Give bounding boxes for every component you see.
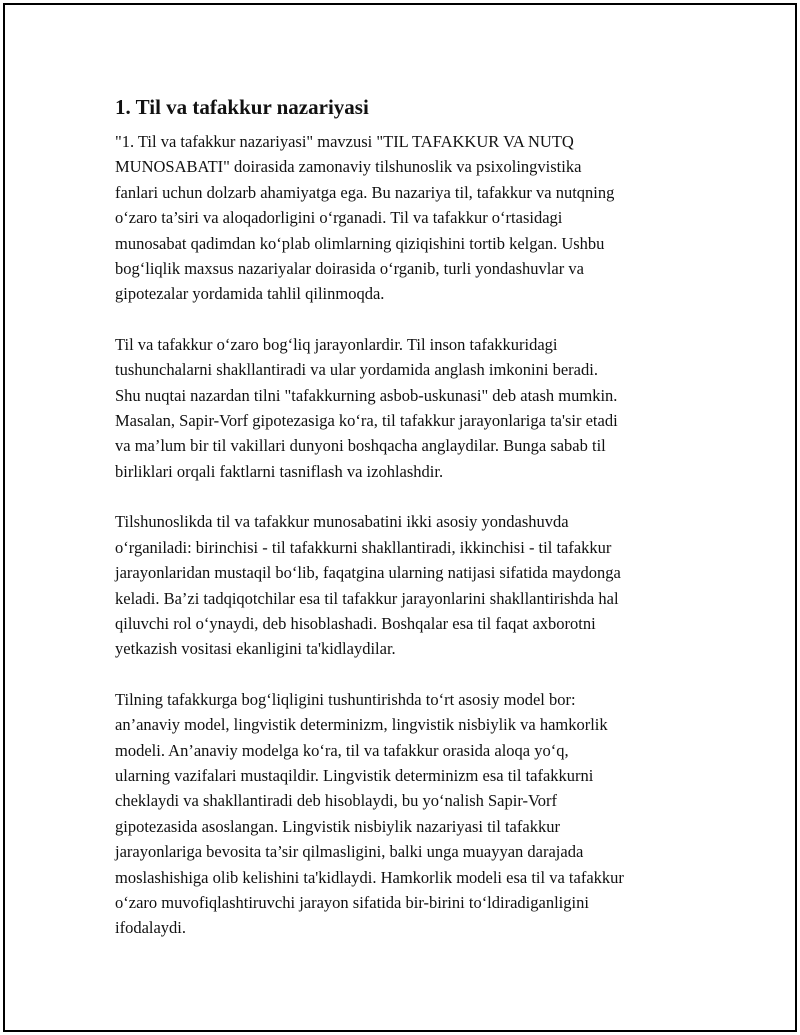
text-line: jarayonlaridan mustaqil bo‘lib, faqatgina ularning natijasi sifatida maydonga: [115, 563, 621, 583]
text-line: MUNOSABATI" doirasida zamonaviy tilshunoslik va psixolingvistika: [115, 157, 582, 177]
paragraph-2: [115, 332, 695, 484]
text-line: o‘zaro ta’siri va aloqadorligini o‘rganadi. Til va tafakkur o‘rtasidagi: [115, 208, 563, 228]
text-line: munosabat qadimdan ko‘plab olimlarning qiziqishini tortib kelgan. Ushbu: [115, 233, 605, 253]
paragraph-3: [115, 509, 695, 661]
text-line: yetkazish vositasi ekanligini ta'kidlaydilar.: [115, 639, 396, 659]
text-line: Tilshunoslikda til va tafakkur munosabatini ikki asosiy yondashuvda: [115, 512, 569, 532]
text-line: qiluvchi rol o‘ynaydi, deb hisoblashadi. Boshqalar esa til faqat axborotni: [115, 613, 596, 633]
text-line: an’anaviy model, lingvistik determinizm, lingvistik nisbiylik va hamkorlik: [115, 715, 608, 735]
text-line: ularning vazifalari mustaqildir. Lingvistik determinizm esa til tafakkurni: [115, 765, 594, 785]
paragraph-4: [115, 687, 695, 941]
text-line: o‘zaro muvofiqlashtiruvchi jarayon sifatida bir-birini to‘ldiradiganligini: [115, 892, 589, 912]
text-line: cheklaydi va shakllantiradi deb hisoblaydi, bu yo‘nalish Sapir-Vorf: [115, 791, 558, 811]
text-line: "1. Til va tafakkur nazariyasi" mavzusi "TIL TAFAKKUR VA NUTQ: [115, 132, 574, 151]
text-line: Tilning tafakkurga bog‘liqligini tushuntirishda to‘rt asosiy model bor:: [115, 689, 576, 709]
text-line: gipotezasida asoslangan. Lingvistik nisbiylik nazariyasi til tafakkur: [115, 816, 560, 836]
text-line: moslashishiga olib kelishini ta'kidlaydi. Hamkorlik modeli esa til va tafakkur: [115, 867, 624, 887]
text-line: ifodalaydi.: [115, 918, 187, 938]
text-line: tushunchalarni shakllantiradi va ular yordamida anglash imkonini beradi.: [115, 360, 598, 380]
text-line: fanlari uchun dolzarb ahamiyatga ega. Bu nazariya til, tafakkur va nutqning: [115, 182, 615, 202]
text-line: Til va tafakkur o‘zaro bog‘liq jarayonlardir. Til inson tafakkuridagi: [115, 334, 558, 354]
text-line: modeli. An’anaviy modelga ko‘ra, til va tafakkur orasida aloqa yo‘q,: [115, 740, 569, 760]
text-line: birliklari orqali faktlarni tasniflash va izohlashdir.: [115, 461, 444, 481]
text-line: gipotezalar yordamida tahlil qilinmoqda.: [115, 284, 385, 304]
text-line: Shu nuqtai nazardan tilni "tafakkurning asbob-uskunasi" deb atash mumkin.: [115, 385, 618, 405]
text-line: o‘rganiladi: birinchisi - til tafakkurni shakllantiradi, ikkinchisi - til tafakkur: [115, 537, 612, 557]
document-title: 1. Til va tafakkur nazariyasi: [115, 95, 369, 119]
paragraph-1: [115, 129, 695, 307]
text-line: jarayonlariga bevosita ta’sir qilmasligini, balki unga muayyan darajada: [115, 842, 584, 862]
document-body: [115, 94, 695, 966]
text-line: bog‘liqlik maxsus nazariyalar doirasida o‘rganib, turli yondashuvlar va: [115, 259, 584, 279]
text-line: keladi. Ba’zi tadqiqotchilar esa til tafakkur jarayonlarini shakllantirishda hal: [115, 588, 619, 608]
text-line: va ma’lum bir til vakillari dunyoni boshqacha anglaydilar. Bunga sabab til: [115, 436, 606, 456]
text-line: Masalan, Sapir-Vorf gipotezasiga ko‘ra, til tafakkur jarayonlariga ta'sir etadi: [115, 411, 618, 431]
